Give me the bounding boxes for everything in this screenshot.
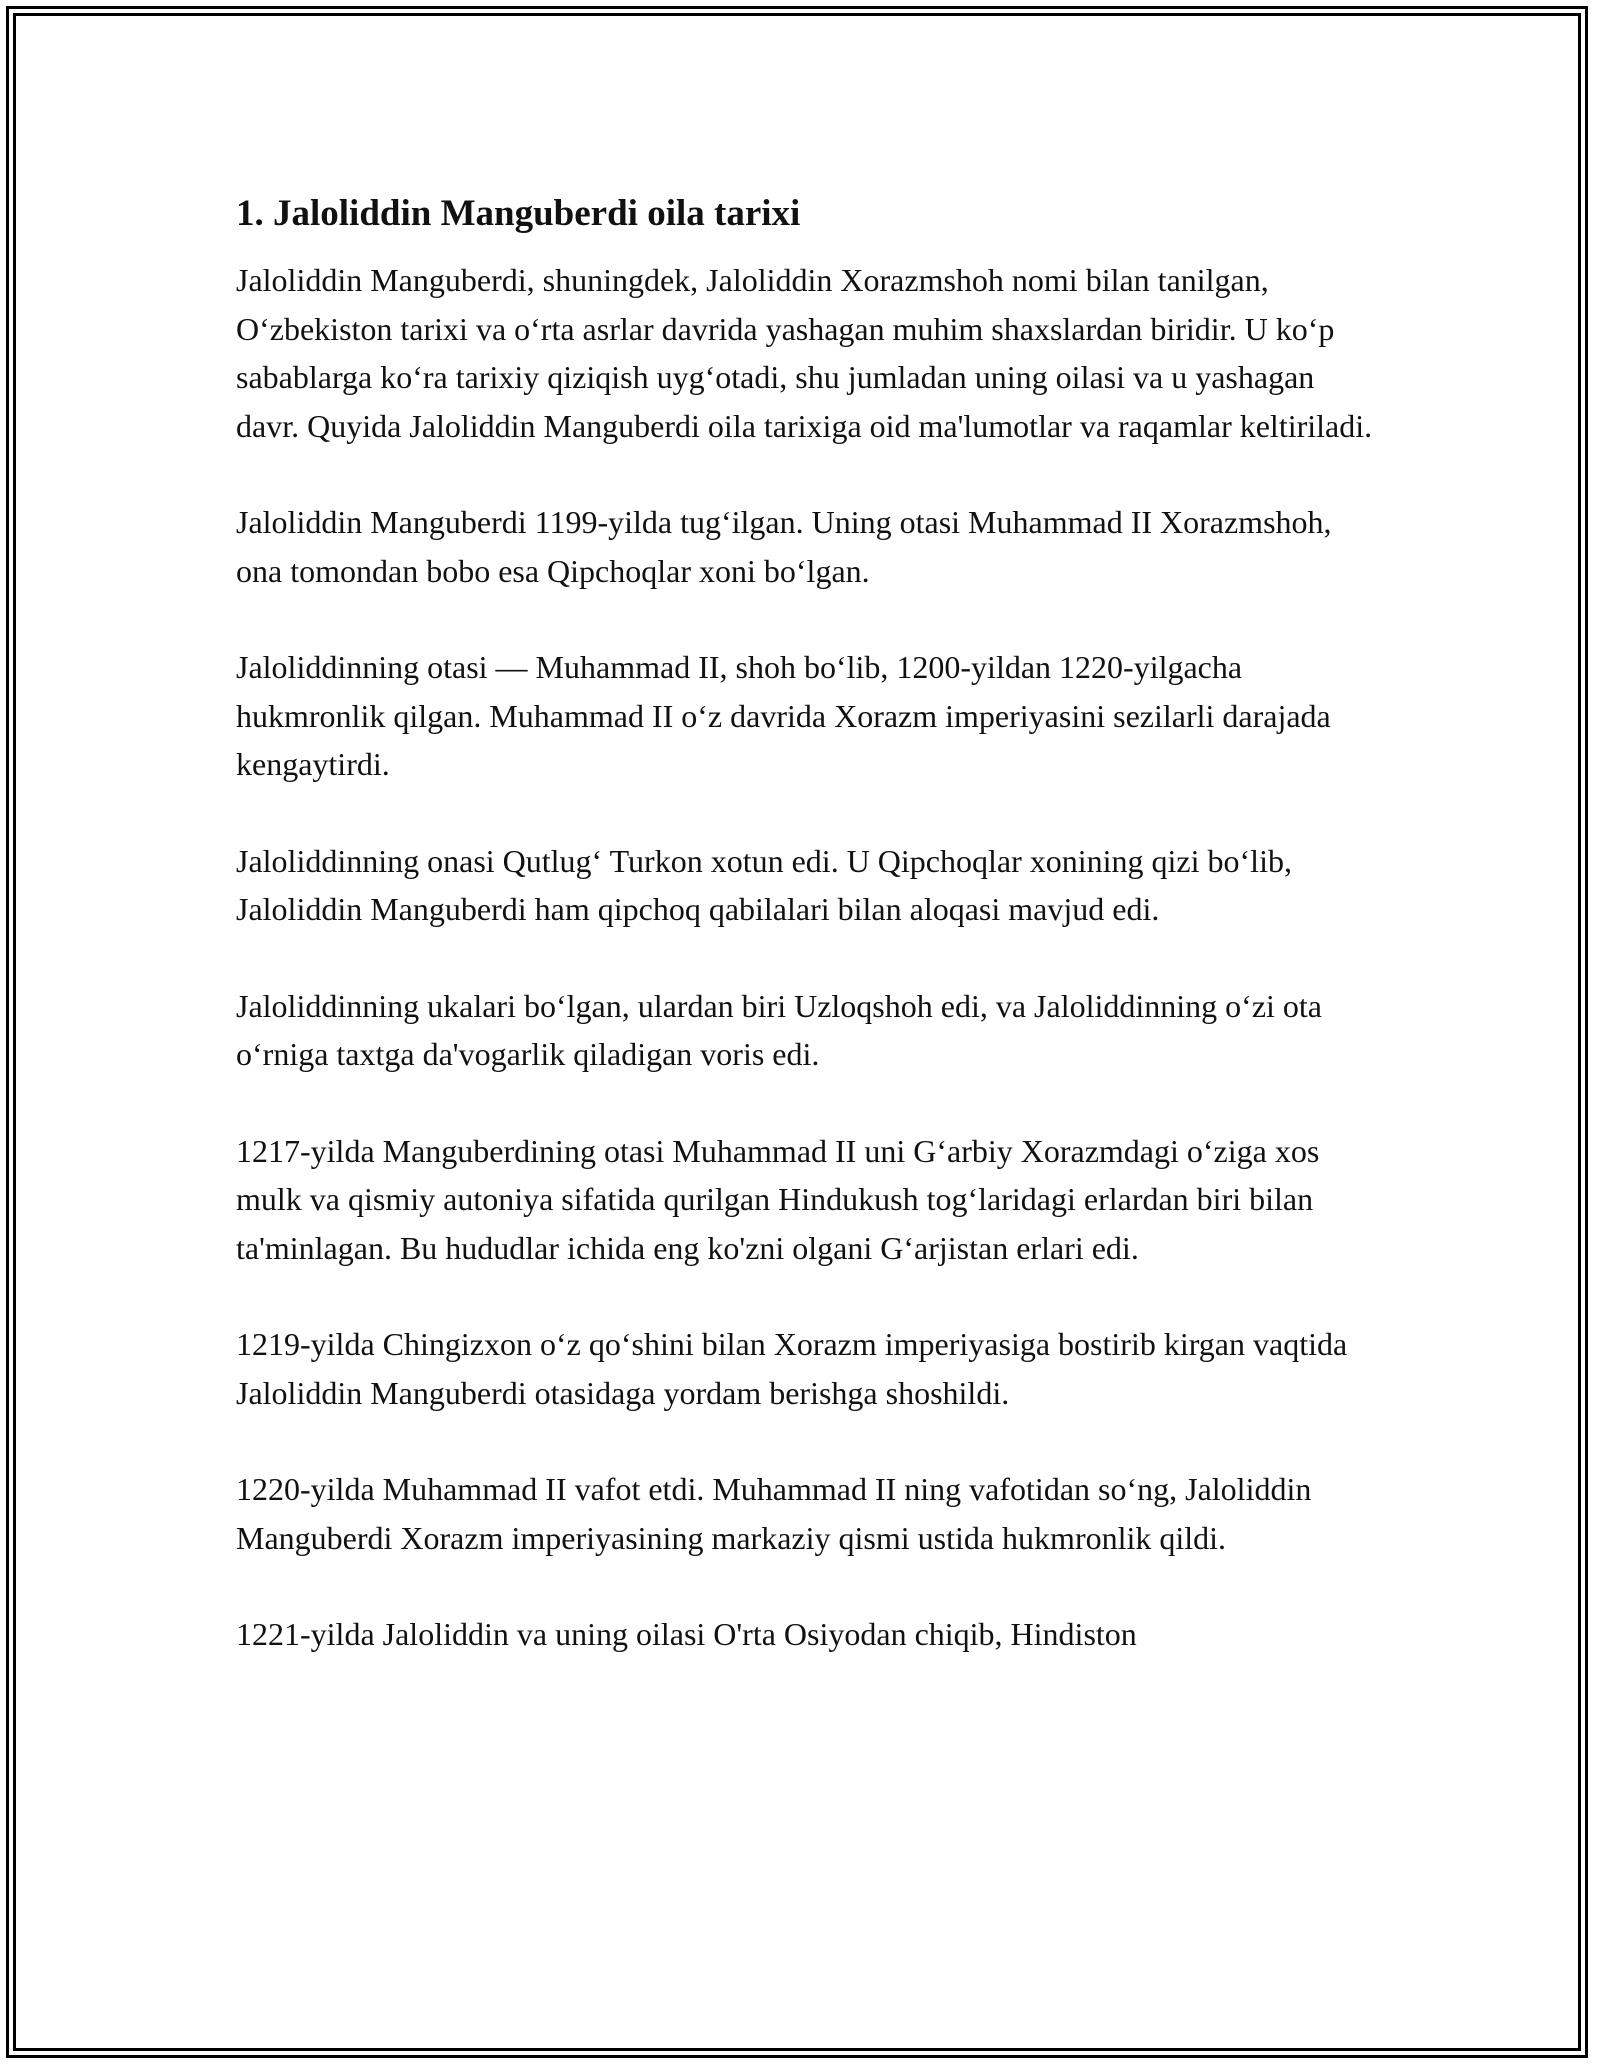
document-body <box>236 186 1376 1707</box>
paragraph-1220: 1220-yilda Muhammad II vafot etdi. Muhammad II ning vafotidan so‘ng, Jaloliddin Manguberdi Xorazm imperiyasining markaziy qismi ustida hukmronlik qildi. <box>236 1471 1312 1556</box>
page-title: 1. Jaloliddin Manguberdi oila tarixi <box>236 193 801 234</box>
paragraph-1219: 1219-yilda Chingizxon o‘z qo‘shini bilan Xorazm imperiyasiga bostirib kirgan vaqtida Jaloliddin Manguberdi otasidaga yordam berishga shoshildi. <box>236 1326 1348 1411</box>
paragraph-1221: 1221-yilda Jaloliddin va uning oilasi O'rta Osiyodan chiqib, Hindiston <box>236 1616 1137 1652</box>
paragraph-birth: Jaloliddin Manguberdi 1199-yilda tug‘ilgan. Uning otasi Muhammad II Xorazmshoh, ona tomondan bobo esa Qipchoqlar xoni bo‘lgan. <box>236 504 1332 589</box>
paragraph-brothers: Jaloliddinning ukalari bo‘lgan, ulardan biri Uzloqshoh edi, va Jaloliddinning o‘zi ota o‘rniga taxtga da'vogarlik qiladigan voris edi. <box>236 987 1322 1072</box>
paragraph-mother: Jaloliddinning onasi Qutlug‘ Turkon xotun edi. U Qipchoqlar xonining qizi bo‘lib, Jaloliddin Manguberdi ham qipchoq qabilalari bilan aloqasi mavjud edi. <box>236 842 1292 927</box>
paragraph-1217: 1217-yilda Manguberdining otasi Muhammad II uni G‘arbiy Xorazmdagi o‘ziga xos mulk va qismiy autoniya sifatida qurilgan Hindukush tog‘laridagi erlardan biri bilan ta'minlagan. Bu hududlar ichida eng ko'zni olgani G‘arjistan erlari edi. <box>236 1132 1320 1266</box>
paragraph-father: Jaloliddinning otasi — Muhammad II, shoh bo‘lib, 1200-yildan 1220-yilgacha hukmronlik qilgan. Muhammad II o‘z davrida Xorazm imperiyasini sezilarli darajada kengaytirdi. <box>236 649 1331 782</box>
paragraph-intro: Jaloliddin Manguberdi, shuningdek, Jaloliddin Xorazmshoh nomi bilan tanilgan, O‘zbekiston tarixi va o‘rta asrlar davrida yashagan muhim shaxslardan biridir. U ko‘p sabablarga ko‘ra tarixiy qiziqish uyg‘otadi, shu jumladan uning oilasi va u yashagan davr. Quyida Jaloliddin Manguberdi oila tarixiga oid ma'lumotlar va raqamlar keltiriladi. <box>236 262 1373 444</box>
